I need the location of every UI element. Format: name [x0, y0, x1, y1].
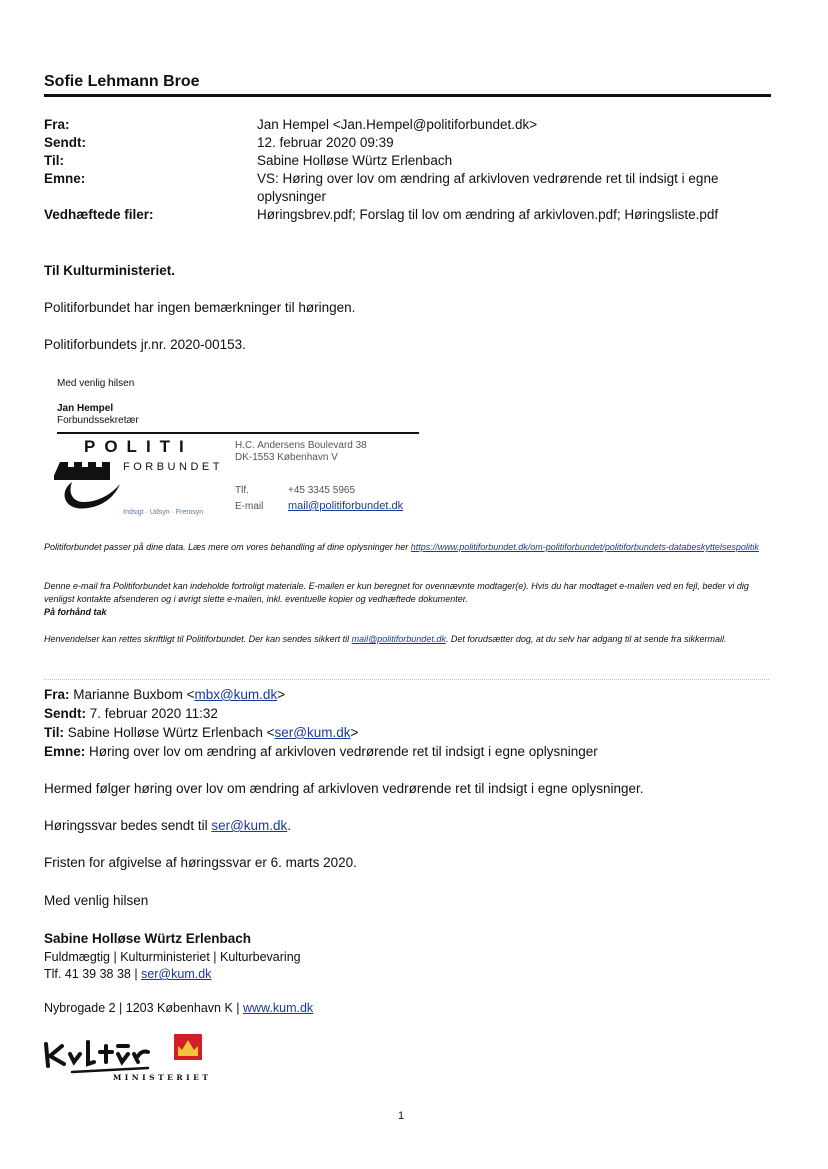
body-line-1: Politiforbundet har ingen bemærkninger til høringen. — [44, 300, 356, 315]
confidentiality-notice: Denne e-mail fra Politiforbundet kan indeholde fortroligt materiale. E-mailen er kun beregnet for ovennævnte modtager(e). Hvis du har modtaget e-mailen ved en fejl, beder vi dig venligst kontakte afsenderen og i øvrigt slette e-mailen, inkl. eventuelle kopier og vedhæftede dokumenter. — [44, 581, 749, 604]
subject-label: Emne: — [44, 171, 86, 186]
from-label: Fra: — [44, 117, 70, 132]
attachments-label: Vedhæftede filer: — [44, 207, 154, 222]
fwd-to-email-link[interactable]: ser@kum.dk — [274, 725, 351, 740]
fwd-greeting: Med venlig hilsen — [44, 893, 149, 908]
fwd-reply-email-link[interactable]: ser@kum.dk — [211, 818, 288, 833]
phone-number: +45 3345 5965 — [288, 485, 356, 496]
politi-email-link[interactable]: mail@politiforbundet.dk — [288, 500, 404, 512]
kulturministeriet-logo-text: MINISTERIET — [113, 1073, 212, 1082]
secure-mail-link[interactable]: mail@politiforbundet.dk — [351, 634, 446, 644]
sender-name: Sofie Lehmann Broe — [44, 73, 200, 90]
fwd-from-line: Fra: Marianne Buxbom <mbx@kum.dk> — [44, 687, 286, 702]
fwd-body-3: Fristen for afgivelse af høringssvar er 6. marts 2020. — [44, 855, 357, 870]
forbundet-logo-word: FORBUNDET — [123, 461, 223, 473]
fwd-signature-address: Nybrogade 2 | 1203 København K | www.kum.dk — [44, 1001, 314, 1015]
addressee: Til Kulturministeriet. — [44, 263, 176, 278]
address-line-1: H.C. Andersens Boulevard 38 — [235, 440, 367, 451]
fwd-signature-title: Fuldmægtig | Kulturministeriet | Kulturbevaring — [44, 950, 301, 964]
fwd-signature-phone: Tlf. 41 39 38 38 | ser@kum.dk — [44, 967, 212, 981]
sent-label: Sendt: — [44, 135, 86, 150]
politi-logo-word: POLITI — [84, 437, 193, 456]
fwd-from-email-link[interactable]: mbx@kum.dk — [194, 687, 278, 702]
politi-tagline: Indsigt · Udsyn · Fremsyn — [123, 509, 204, 516]
fwd-body-1: Hermed følger høring over lov om ændring af arkivloven vedrørende ret til indsigt i egne oplysninger. — [44, 781, 644, 796]
page-number: 1 — [398, 1110, 405, 1122]
to-label: Til: — [44, 153, 64, 168]
fwd-body-2: Høringssvar bedes sendt til ser@kum.dk. — [44, 818, 292, 833]
header-divider — [44, 94, 771, 97]
subject-value: VS: Høring over lov om ændring af arkivloven vedrørende ret til indsigt i egne oplysninger — [257, 171, 719, 204]
signature-divider — [57, 432, 419, 434]
data-protection-notice: Politiforbundet passer på dine data. Læs mere om vores behandling af dine oplysninger her https://www.politiforbundet.dk/om-politiforbundet/politiforbundets-databeskyttelsespolitik — [44, 542, 759, 552]
from-value: Jan Hempel <Jan.Hempel@politiforbundet.dk> — [257, 117, 538, 132]
signature-greeting: Med venlig hilsen — [57, 378, 135, 389]
fwd-signature-email-link[interactable]: ser@kum.dk — [141, 967, 212, 981]
thanks-note: På forhånd tak — [44, 607, 107, 617]
privacy-policy-link[interactable]: https://www.politiforbundet.dk/om-politiforbundet/politiforbundets-databeskyttelsespolitik — [410, 542, 759, 552]
attachments-value: Høringsbrev.pdf; Forslag til lov om ændring af arkivloven.pdf; Høringsliste.pdf — [257, 207, 719, 222]
fwd-subject-line: Emne: Høring over lov om ændring af arkivloven vedrørende ret til indsigt i egne oplysninger — [44, 744, 598, 759]
sent-value: 12. februar 2020 09:39 — [257, 135, 394, 150]
body-line-2: Politiforbundets jr.nr. 2020-00153. — [44, 337, 246, 352]
phone-label: Tlf. — [235, 485, 249, 496]
fwd-to-line: Til: Sabine Holløse Würtz Erlenbach <ser@kum.dk> — [44, 725, 359, 740]
kulturministeriet-logo-icon — [42, 1032, 212, 1074]
politi-shield-logo-icon — [54, 458, 124, 518]
signature-title: Forbundssekretær — [57, 415, 139, 426]
fwd-signature-name: Sabine Holløse Würtz Erlenbach — [44, 931, 252, 946]
contact-notice: Henvendelser kan rettes skriftligt til Politiforbundet. Der kan sendes sikkert til mail@politiforbundet.dk. Det forudsætter dog, at du selv har adgang til at sende fra sikkermail. — [44, 634, 727, 644]
email-label: E-mail — [235, 501, 264, 512]
address-line-2: DK-1553 København V — [235, 452, 338, 463]
to-value: Sabine Holløse Würtz Erlenbach — [257, 153, 453, 168]
signature-name: Jan Hempel — [57, 403, 114, 414]
forward-separator — [44, 679, 769, 680]
kum-website-link[interactable]: www.kum.dk — [243, 1001, 314, 1015]
fwd-sent-line: Sendt: 7. februar 2020 11:32 — [44, 706, 218, 721]
